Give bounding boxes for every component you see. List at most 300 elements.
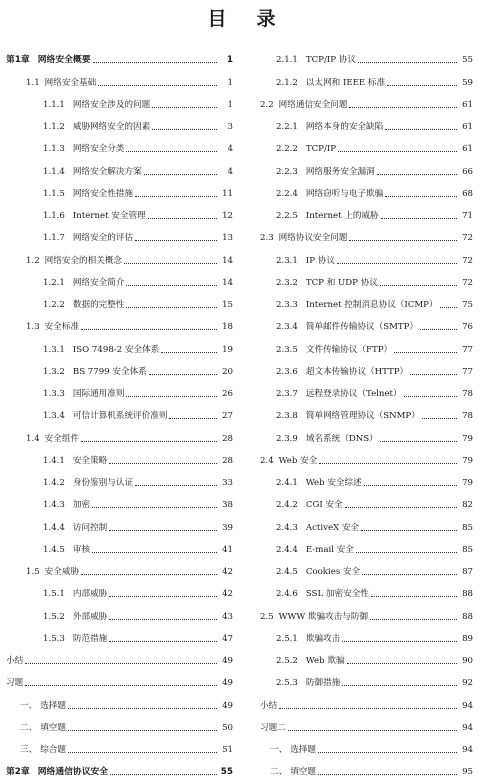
toc-entry-title: 网络安全分类 — [72, 144, 125, 155]
toc-entry-number: 2.2.5 — [276, 211, 298, 221]
toc-entry[interactable] — [6, 622, 233, 644]
dot-leader — [387, 84, 457, 86]
toc-entry-number: 第1章 — [6, 55, 30, 66]
toc-entry-number: 2.5.1 — [276, 633, 298, 644]
toc-entry[interactable] — [6, 555, 233, 577]
toc-entry-number: 2.2.3 — [276, 166, 298, 177]
toc-entry-number: 2.3.8 — [276, 411, 298, 422]
toc-entry-page: 1 — [226, 55, 233, 66]
toc-entry[interactable] — [260, 288, 473, 310]
toc-entry-page: 71 — [462, 211, 473, 221]
toc-entry-page: 72 — [462, 233, 473, 244]
toc-entry-number: 2.3.6 — [276, 366, 298, 377]
dot-leader — [109, 529, 217, 531]
toc-entry[interactable] — [6, 666, 233, 688]
dot-leader — [68, 729, 217, 731]
dot-leader — [126, 306, 217, 308]
dot-leader — [404, 395, 457, 397]
dot-leader — [110, 773, 217, 775]
toc-entry-page: 11 — [222, 188, 233, 199]
toc-entry[interactable] — [6, 332, 233, 354]
toc-entry[interactable] — [260, 666, 473, 688]
toc-entry-title: 网络服务安全漏洞 — [305, 166, 375, 177]
toc-entry-page: 85 — [462, 544, 473, 555]
toc-entry-page: 61 — [462, 99, 473, 110]
toc-entry-title: Web 欺骗 — [305, 656, 345, 666]
toc-entry[interactable] — [260, 421, 473, 443]
toc-entry[interactable] — [260, 154, 473, 176]
toc-entry-title: 网络安全概要 — [37, 55, 91, 66]
toc-entry[interactable] — [6, 421, 233, 443]
toc-entry-page: 26 — [222, 389, 233, 399]
toc-entry[interactable] — [6, 466, 233, 488]
toc-entry-page: 50 — [222, 722, 233, 733]
toc-entry-title: 访问控制 — [72, 522, 108, 533]
toc-entry-number: 1.4.3 — [43, 500, 65, 511]
toc-entry-page: 79 — [462, 478, 473, 488]
dot-leader — [342, 684, 457, 686]
toc-entry[interactable] — [260, 555, 473, 577]
toc-entry-title: 加密 — [72, 500, 91, 511]
toc-entry-page: 49 — [222, 678, 233, 689]
toc-entry[interactable] — [260, 110, 473, 132]
toc-entry-page: 61 — [462, 144, 473, 155]
toc-entry-title: 以太网和 IEEE 标准 — [305, 77, 386, 88]
toc-entry[interactable] — [260, 733, 473, 755]
toc-entry-title: 选择题 — [290, 745, 316, 755]
toc-entry-page: 18 — [222, 322, 233, 333]
toc-right-column — [260, 43, 473, 777]
dot-leader — [342, 640, 457, 642]
toc-entry[interactable] — [260, 132, 473, 154]
toc-entry-title: 防御措施 — [305, 678, 341, 689]
toc-entry[interactable] — [260, 221, 473, 243]
toc-entry-title: Web 安全 — [278, 455, 318, 466]
toc-entry-title: TCP/IP — [305, 144, 337, 155]
dot-leader — [410, 373, 457, 375]
dot-leader — [93, 61, 217, 63]
toc-entry-page: 87 — [462, 567, 473, 577]
toc-entry[interactable] — [260, 177, 473, 199]
toc-entry-number: 2.5.3 — [276, 678, 298, 689]
toc-entry[interactable] — [6, 711, 233, 733]
toc-entry[interactable] — [6, 533, 233, 555]
toc-entry-title: 网络安全基础 — [44, 77, 97, 88]
toc-entry-number: 2.4.6 — [276, 589, 298, 600]
toc-entry-title: Internet 控制消息协议（ICMP） — [305, 300, 438, 310]
dot-leader — [377, 173, 457, 175]
toc-entry-page: 89 — [462, 633, 473, 644]
dot-leader — [380, 284, 457, 286]
toc-entry-number: 2.4 — [260, 455, 274, 466]
toc-entry-number: 2.1.1 — [276, 55, 298, 66]
toc-entry-title: Internet 安全管理 — [72, 211, 146, 221]
dot-leader — [81, 573, 217, 575]
toc-entry-title: TCP 和 UDP 协议 — [305, 277, 378, 288]
toc-entry-number: 1.1.5 — [43, 188, 65, 199]
toc-entry-number: 1.1.4 — [43, 166, 65, 177]
dot-leader — [135, 239, 217, 241]
toc-entry[interactable] — [6, 355, 233, 377]
page-title — [0, 4, 485, 31]
toc-entry-page: 59 — [462, 77, 473, 88]
dot-leader — [135, 195, 217, 197]
toc-left-column — [6, 43, 233, 777]
toc-entry-page: 55 — [220, 767, 233, 777]
toc-entry-page: 42 — [222, 567, 233, 577]
toc-entry[interactable] — [260, 622, 473, 644]
toc-entry[interactable] — [260, 510, 473, 532]
toc-entry-title: 可信计算机系统评价准则 — [72, 411, 168, 422]
dot-leader — [152, 106, 217, 108]
toc-entry[interactable] — [6, 110, 233, 132]
toc-entry-title: 简单网络管理协议（SNMP） — [305, 411, 420, 422]
toc-entry-title: TCP/IP 协议 — [305, 55, 356, 66]
toc-entry-title: 网络本身的安全缺陷 — [305, 122, 384, 132]
toc-entry-title: 习题 — [6, 678, 24, 689]
toc-entry-page: 4 — [227, 166, 233, 177]
dot-leader — [126, 284, 217, 286]
toc-entry-number: 1.3.4 — [43, 411, 65, 422]
dot-leader — [349, 106, 457, 108]
toc-entry-page: 94 — [462, 745, 473, 755]
toc-entry-page: 78 — [462, 411, 473, 422]
dot-leader — [161, 351, 217, 353]
toc-entry[interactable] — [6, 199, 233, 221]
toc-entry[interactable] — [6, 132, 233, 154]
toc-entry-number: 1.3.2 — [43, 366, 65, 377]
toc-entry-page: 68 — [462, 188, 473, 199]
toc-entry[interactable] — [6, 399, 233, 421]
toc-entry-page: 49 — [222, 700, 233, 711]
toc-entry[interactable] — [6, 488, 233, 510]
dot-leader — [358, 61, 457, 63]
toc-entry-number: 2.4.2 — [276, 500, 298, 511]
toc-entry-page: 77 — [462, 366, 473, 377]
toc-entry-page: 61 — [462, 122, 473, 132]
toc-entry-number: 1.1.1 — [43, 99, 65, 110]
dot-leader — [109, 640, 217, 642]
toc-entry[interactable] — [6, 288, 233, 310]
toc-entry-page: 77 — [462, 344, 473, 355]
dot-leader — [109, 595, 217, 597]
toc-entry-number: 2.3.2 — [276, 277, 298, 288]
toc-entry[interactable] — [260, 399, 473, 421]
toc-entry-number: 1.4.2 — [43, 478, 65, 488]
dot-leader — [370, 618, 457, 620]
toc-entry-page: 88 — [462, 589, 473, 600]
toc-entry-page: 4 — [227, 144, 233, 155]
dot-leader — [25, 684, 217, 686]
dot-leader — [362, 573, 457, 575]
toc-entry-number: 2.5 — [260, 611, 274, 622]
toc-entry-title: 小结 — [6, 656, 24, 666]
dot-leader — [92, 506, 217, 508]
dot-leader — [440, 306, 457, 308]
dot-leader — [337, 262, 457, 264]
toc-entry-number: 2.2.4 — [276, 188, 298, 199]
toc-entry-title: Web 安全综述 — [305, 478, 362, 488]
toc-entry-title: BS 7799 安全体系 — [72, 366, 147, 377]
dot-leader — [385, 195, 457, 197]
toc-entry-title: SSL 加密安全性 — [305, 589, 369, 600]
toc-entry[interactable] — [260, 711, 473, 733]
toc-entry-title: 防范措施 — [72, 633, 108, 644]
toc-entry-title: 安全策略 — [72, 455, 108, 466]
toc-entry[interactable] — [6, 377, 233, 399]
toc-entry[interactable] — [6, 65, 233, 87]
toc-entry-number: 2.2 — [260, 99, 274, 110]
toc-entry-number: 2.4.4 — [276, 544, 298, 555]
toc-entry-number: 2.4.1 — [276, 478, 298, 488]
toc-entry-title: 外部威胁 — [72, 611, 108, 622]
toc-entry-page: 51 — [222, 745, 233, 755]
toc-entry[interactable] — [6, 154, 233, 176]
toc-entry-number: 1.4.5 — [43, 544, 65, 555]
toc-entry-title: ActiveX 安全 — [305, 522, 360, 533]
toc-entry-page: 76 — [462, 322, 473, 333]
toc-entry-page: 72 — [462, 277, 473, 288]
toc-entry-title: 数据的完整性 — [72, 300, 125, 310]
toc-entry[interactable] — [260, 65, 473, 87]
toc-entry-page: 13 — [222, 233, 233, 244]
dot-leader — [347, 662, 457, 664]
toc-entry-title: 欺骗攻击 — [305, 633, 341, 644]
dot-leader — [361, 529, 457, 531]
toc-entry-page: 90 — [462, 656, 473, 666]
toc-entry[interactable] — [6, 644, 233, 666]
dot-leader — [385, 128, 457, 130]
toc-entry-page: 82 — [462, 500, 473, 511]
toc-entry-title: E-mail 安全 — [305, 544, 354, 555]
toc-entry-number: 2.1.2 — [276, 77, 298, 88]
toc-entry-title: 内部威胁 — [72, 589, 108, 600]
toc-entry-page: 15 — [222, 300, 233, 310]
toc-entry-number: 二、 — [270, 767, 288, 777]
toc-entry-page: 95 — [462, 767, 473, 777]
toc-entry[interactable] — [260, 377, 473, 399]
toc-entry-title: WWW 欺骗攻击与防御 — [278, 611, 369, 622]
title-char-2: 录 — [256, 8, 278, 30]
toc-entry[interactable] — [6, 733, 233, 755]
toc-entry-page: 72 — [462, 255, 473, 266]
toc-entry-page: 14 — [222, 255, 233, 266]
dot-leader — [144, 173, 217, 175]
toc-entry-page: 43 — [222, 611, 233, 622]
toc-entry-title: 超文本传输协议（HTTP） — [305, 366, 409, 377]
toc-entry[interactable] — [260, 599, 473, 621]
toc-entry[interactable] — [6, 310, 233, 332]
toc-entry-title: 网络通信协议安全 — [37, 767, 109, 777]
toc-entry-title: 网络安全的评估 — [72, 233, 134, 244]
dot-leader — [109, 618, 217, 620]
toc-entry-title: 网络安全涉及的问题 — [72, 99, 151, 110]
toc-entry-number: 1.4 — [26, 433, 40, 444]
dot-leader — [394, 351, 457, 353]
dot-leader — [135, 484, 217, 486]
toc-entry-page: 85 — [462, 522, 473, 533]
toc-entry-title: 简单邮件传输协议（SMTP） — [305, 322, 419, 333]
toc-entry-title: 习题二 — [260, 722, 286, 733]
toc-entry-title: IP 协议 — [305, 255, 335, 266]
toc-entry-number: 2.2.1 — [276, 122, 298, 132]
toc-entry-page: 88 — [462, 611, 473, 622]
toc-entry-page: 75 — [462, 300, 473, 310]
toc-entry-page: 94 — [462, 722, 473, 733]
toc-entry-title: 网络窃听与电子欺骗 — [305, 188, 384, 199]
toc-entry-title: 填空题 — [290, 767, 316, 777]
toc-entry-page: 27 — [222, 411, 233, 422]
dot-leader — [92, 551, 217, 553]
toc-entry[interactable] — [6, 599, 233, 621]
toc-entry-page: 38 — [222, 500, 233, 511]
dot-leader — [25, 662, 217, 664]
toc-entry-title: 域名系统（DNS） — [305, 433, 378, 444]
toc-entry-number: 1.5 — [26, 567, 40, 577]
toc-entry-page: 47 — [222, 633, 233, 644]
dot-leader — [152, 128, 217, 130]
dot-leader — [345, 506, 457, 508]
dot-leader — [319, 462, 457, 464]
dot-leader — [126, 150, 217, 152]
toc-entry-title: 远程登录协议（Telnet） — [305, 389, 402, 399]
dot-leader — [422, 417, 457, 419]
toc-entry-title: 小结 — [260, 700, 278, 711]
toc-entry-page: 79 — [462, 433, 473, 444]
dot-leader — [349, 239, 457, 241]
toc-entry-page: 42 — [222, 589, 233, 600]
toc-entry[interactable] — [260, 266, 473, 288]
toc-entry-number: 1.4.4 — [43, 522, 65, 533]
toc-entry-page: 66 — [462, 166, 473, 177]
dot-leader — [68, 707, 217, 709]
toc-entry-number: 一、 — [270, 745, 288, 755]
toc-entry[interactable] — [6, 755, 233, 777]
toc-entry-title: 网络安全性措施 — [72, 188, 134, 199]
toc-entry-number: 2.4.5 — [276, 567, 298, 577]
toc-entry-page: 28 — [222, 433, 233, 444]
toc-entry[interactable] — [260, 43, 473, 65]
toc-entry-page: 20 — [222, 366, 233, 377]
toc-entry-number: 1.5.3 — [43, 633, 65, 644]
dot-leader — [169, 417, 217, 419]
toc-entry-page: 1 — [227, 99, 233, 110]
toc-entry[interactable] — [260, 355, 473, 377]
toc-entry-number: 1.1 — [26, 77, 40, 88]
dot-leader — [338, 150, 457, 152]
toc-entry-page: 33 — [222, 478, 233, 488]
toc-entry-title: 网络安全简介 — [72, 277, 125, 288]
toc-entry-number: 1.5.1 — [43, 589, 65, 600]
toc-entry-page: 92 — [462, 678, 473, 689]
toc-entry-number: 2.3 — [260, 233, 274, 244]
toc-entry-number: 2.3.1 — [276, 255, 298, 266]
toc-entry-number: 1.1.3 — [43, 144, 65, 155]
toc-entry-number: 1.3.3 — [43, 389, 65, 399]
toc-entry-number: 2.4.3 — [276, 522, 298, 533]
toc-entry[interactable] — [260, 332, 473, 354]
toc-entry-title: Internet 上的威胁 — [305, 211, 379, 221]
toc-entry[interactable] — [6, 221, 233, 243]
toc-entry[interactable] — [6, 688, 233, 710]
dot-leader — [124, 262, 217, 264]
toc-entry-number: 1.1.7 — [43, 233, 65, 244]
toc-entry[interactable] — [260, 755, 473, 777]
dot-leader — [148, 217, 217, 219]
toc-entry-number: 1.1.6 — [43, 211, 65, 221]
toc-entry[interactable] — [6, 510, 233, 532]
toc-entry[interactable] — [6, 43, 233, 65]
toc-entry-number: 1.2 — [26, 255, 40, 266]
toc-entry-number: 第2章 — [6, 767, 30, 777]
dot-leader — [356, 551, 457, 553]
toc-entry[interactable] — [260, 644, 473, 666]
toc-entry-number: 三、 — [20, 745, 38, 755]
toc-entry-number: 1.1.2 — [43, 122, 65, 132]
toc-entry[interactable] — [260, 688, 473, 710]
toc-entry[interactable] — [6, 243, 233, 265]
title-char-1: 目 — [207, 8, 229, 30]
toc-entry[interactable] — [260, 444, 473, 466]
toc-entry-page: 1 — [227, 77, 233, 88]
toc-entry-title: 网络安全的相关概念 — [44, 255, 123, 266]
toc-entry-page: 3 — [227, 122, 233, 132]
dot-leader — [279, 707, 457, 709]
dot-leader — [318, 773, 457, 775]
toc-entry-number: 2.3.7 — [276, 389, 298, 399]
toc-entry[interactable] — [260, 199, 473, 221]
toc-entry-title: 网络通信安全问题 — [278, 99, 348, 110]
toc-entry-title: Cookies 安全 — [305, 567, 361, 577]
toc-entry-number: 1.5.2 — [43, 611, 65, 622]
dot-leader — [364, 484, 457, 486]
toc-entry-number: 1.4.1 — [43, 455, 65, 466]
toc-entry-number: 2.3.3 — [276, 300, 298, 310]
dot-leader — [149, 373, 217, 375]
toc-entry[interactable] — [6, 266, 233, 288]
toc-entry-title: CGI 安全 — [305, 500, 343, 511]
toc-entry-page: 12 — [222, 211, 233, 221]
toc-entry[interactable] — [260, 577, 473, 599]
toc-entry-number: 2.3.5 — [276, 344, 298, 355]
toc-entry[interactable] — [6, 577, 233, 599]
toc-entry-number: 2.5.2 — [276, 656, 298, 666]
toc-entry-title: 网络协议安全问题 — [278, 233, 348, 244]
dot-leader — [371, 595, 457, 597]
toc-entry-page: 78 — [462, 389, 473, 399]
toc-entry[interactable] — [260, 488, 473, 510]
toc-entry-title: 安全威胁 — [44, 567, 80, 577]
toc-entry[interactable] — [260, 88, 473, 110]
toc-entry[interactable] — [260, 243, 473, 265]
toc-entry[interactable] — [6, 88, 233, 110]
toc-entry-number: 二、 — [20, 722, 38, 733]
toc-entry-number: 2.3.4 — [276, 322, 298, 333]
toc-entry-page: 41 — [222, 544, 233, 555]
toc-entry-page: 94 — [462, 700, 473, 711]
toc-entry[interactable] — [6, 177, 233, 199]
toc-entry[interactable] — [260, 533, 473, 555]
toc-entry-page: 55 — [462, 55, 473, 66]
dot-leader — [126, 395, 217, 397]
toc-entry[interactable] — [6, 444, 233, 466]
toc-entry[interactable] — [260, 466, 473, 488]
toc-entry-number: 1.3.1 — [43, 344, 65, 355]
toc-entry[interactable] — [260, 310, 473, 332]
toc-entry-page: 19 — [222, 344, 233, 355]
dot-leader — [68, 751, 217, 753]
toc-entry-title: ISO 7498-2 安全体系 — [72, 344, 160, 355]
